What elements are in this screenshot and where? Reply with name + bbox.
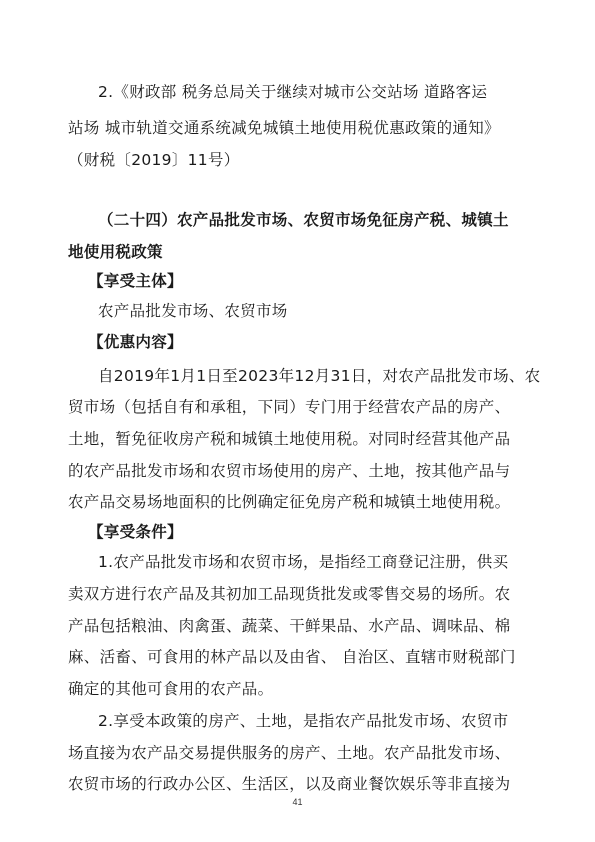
conditions-line-6: 2.享受本政策的房产、土地，是指农产品批发市场、农贸市 (98, 712, 509, 730)
conditions-line-7: 场直接为农产品交易提供服务的房产、土地。农产品批发市场、 (68, 744, 511, 762)
page-number: 41 (292, 797, 303, 807)
conditions-heading: 【享受条件】 (88, 523, 183, 541)
ref-item-line-1: 2.《财政部 税务总局关于继续对城市公交站场 道路客运 (98, 83, 488, 101)
conditions-line-4: 麻、活畜、可食用的林产品以及由省、 自治区、直辖市财税部门 (68, 648, 516, 666)
content-line-2: 贸市场（包括自有和承租，下同）专门用于经营农产品的房产、 (68, 398, 511, 416)
ref-item-line-2: 站场 城市轨道交通系统减免城镇土地使用税优惠政策的通知》 (68, 119, 500, 137)
ref-item-line-3: （财税〔2019〕11号） (68, 151, 240, 169)
content-line-3: 土地，暂免征收房产税和城镇土地使用税。对同时经营其他产品 (68, 430, 511, 448)
content-line-1: 自2019年1月1日至2023年12月31日，对农产品批发市场、农 (98, 367, 541, 385)
conditions-line-1: 1.农产品批发市场和农贸市场，是指经工商登记注册，供买 (98, 553, 509, 571)
conditions-line-2: 卖双方进行农产品及其初加工品现货批发或零售交易的场所。农 (68, 585, 511, 603)
beneficiary-text: 农产品批发市场、农贸市场 (98, 302, 288, 320)
section-title-line-1: （二十四）农产品批发市场、农贸市场免征房产税、城镇土 (98, 211, 509, 229)
section-title-line-2: 地使用税政策 (68, 243, 163, 261)
content-heading: 【优惠内容】 (88, 333, 183, 351)
conditions-line-5: 确定的其他可食用的农产品。 (68, 680, 274, 698)
content-line-4: 的农产品批发市场和农贸市场使用的房产、土地，按其他产品与 (68, 462, 511, 480)
content-line-5: 农产品交易场地面积的比例确定征免房产税和城镇土地使用税。 (68, 493, 511, 511)
conditions-line-8: 农贸市场的行政办公区、生活区，以及商业餐饮娱乐等非直接为 (68, 775, 511, 793)
conditions-line-3: 产品包括粮油、肉禽蛋、蔬菜、干鲜果品、水产品、调味品、棉 (68, 617, 511, 635)
beneficiary-heading: 【享受主体】 (88, 272, 183, 290)
